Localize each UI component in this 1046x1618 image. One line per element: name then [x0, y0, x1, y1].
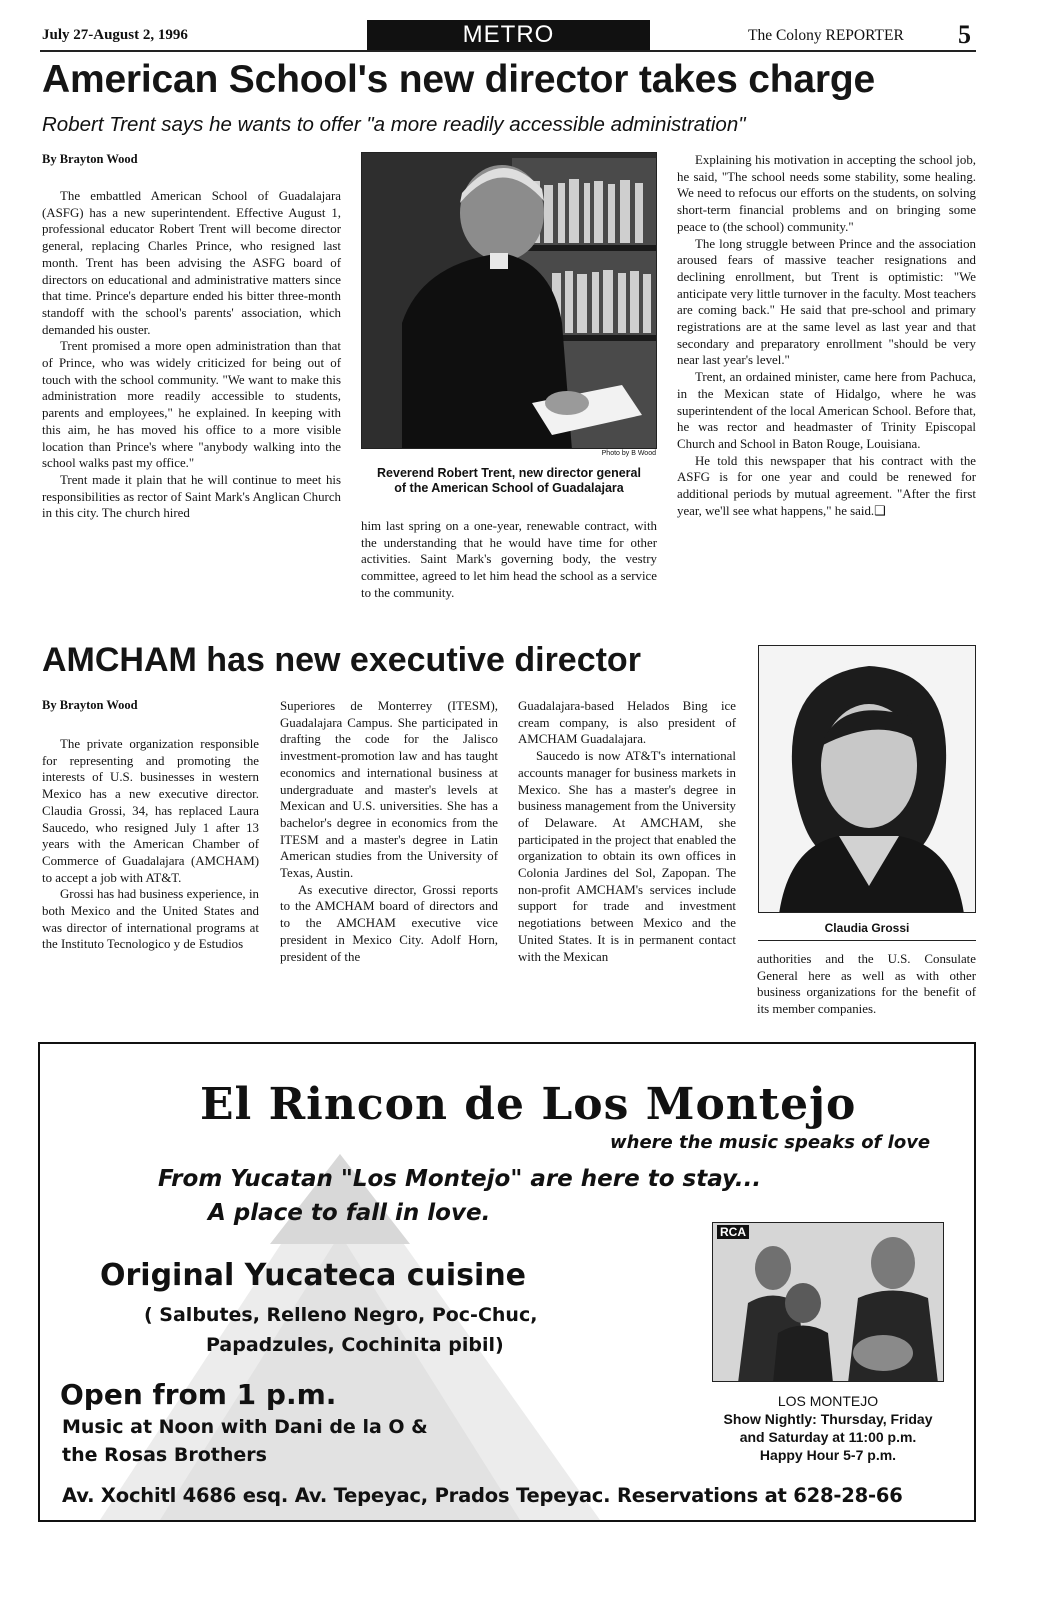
- story1-paragraph: The embattled American School of Guadalajara (ASFG) has a new superintendent. Effective August 1, professional educator Robert Trent will become director general, replacing Charles Prince, who resigned last month. Trent has been advising the ASFG board of directors on educational and administrative matters since that time. Prince's departure ended his bitter three-month standoff with the school's parents' association, which demanded his ouster.: [42, 189, 341, 337]
- ad-music-2: the Rosas Brothers: [62, 1444, 267, 1466]
- happy-hour: Happy Hour 5-7 p.m.: [759, 1447, 897, 1463]
- ad-dishes-2: Papadzules, Cochinita pibil): [206, 1334, 504, 1356]
- band-name: LOS MONTEJO: [777, 1393, 879, 1409]
- story2-paragraph: Superiores de Monterrey (ITESM), Guadalajara Campus. She participated in drafting the code for the Jalisco investment-promotion law and has taught economics and international business at undergraduate and master's levels at Mexican and U.S. universities. She has a bachelor's degree in economics from the ITESM and a master's degree in Latin American studies from the University of Texas, Austin.: [280, 699, 498, 881]
- band-photo-illustration: [713, 1223, 944, 1382]
- issue-date: July 27-August 2, 1996: [42, 27, 188, 43]
- story2-column-1: [42, 736, 259, 953]
- story2-column-4: [757, 951, 976, 1018]
- ad-open-hours: Open from 1 p.m.: [60, 1378, 337, 1411]
- show-line-1: Show Nightly: Thursday, Friday: [723, 1411, 933, 1427]
- story2-paragraph: Grossi has had business experience, in both Mexico and the United States and was director of international programs at the Instituto Tecnologico y de Estudios: [42, 887, 259, 952]
- story1-paragraph: The long struggle between Prince and the association aroused fears of massive teacher resignations and declining enrollment, but Trent is optimistic: "We anticipate very little turnover in the faculty. Most teachers are coming back." He said that pre-school and primary registrations are at the same level as last year and that secondary and preparatory enrollment "should be very near last year's level.": [677, 236, 976, 368]
- story2-column-2: [280, 698, 498, 965]
- caption-line: of the American School of Guadalajara: [394, 481, 624, 495]
- trent-photo-illustration: [362, 153, 657, 449]
- story1-paragraph: Trent, an ordained minister, came here from Pachuca, in the Mexican state of Hidalgo, where he was superintendent of the local American School. Before that, he was rector and headmaster of Trinity Episcopal Church and School in Baton Rouge, Louisiana.: [677, 370, 976, 451]
- grossi-photo: [758, 645, 976, 913]
- story1-paragraph: [677, 453, 976, 520]
- grossi-photo-caption: Claudia Grossi: [824, 921, 910, 935]
- ad-line-1: From Yucatan "Los Montejo" are here to stay...: [158, 1166, 762, 1192]
- ad-cuisine: Original Yucateca cuisine: [100, 1258, 527, 1293]
- section-label: METRO: [367, 20, 650, 50]
- band-info: [700, 1392, 956, 1464]
- photo-credit: Photo by B Wood: [601, 450, 656, 457]
- page-number: 5: [958, 20, 971, 49]
- header-rule: [40, 50, 976, 52]
- story1-headline: American School's new director takes charge: [42, 58, 875, 101]
- story2-paragraph: Saucedo is now AT&T's international accounts manager for business markets in Mexico. She has a master's degree in business management from the University of Delaware. At AMCHAM, she participated in the project that enabled the organization to obtain its own offices in Colonia Jardines del Sol, Zapopan. The non-profit AMCHAM's services include support for trade and investment negotiations between Mexico and the United States. It is in permanent contact with the Mexican: [518, 749, 736, 964]
- caption-line: Reverend Robert Trent, new director general: [377, 466, 641, 480]
- story1-paragraph: him last spring on a one-year, renewable contract, with the understanding that he would have time for other activities. Saint Mark's governing body, the vestry committee, agreed to let him head the school as a service to the community.: [361, 519, 657, 600]
- ad-dishes-1: ( Salbutes, Relleno Negro, Poc-Chuc,: [144, 1304, 538, 1326]
- story1-deck: Robert Trent says he wants to offer "a more readily accessible administration": [42, 113, 746, 136]
- story1-byline: By Brayton Wood: [42, 152, 138, 166]
- paper-name: The Colony REPORTER: [748, 27, 904, 44]
- show-line-2: and Saturday at 11:00 p.m.: [739, 1429, 917, 1445]
- ad-tagline: where the music speaks of love: [610, 1132, 931, 1153]
- caption-rule: [758, 940, 976, 941]
- trent-photo: [361, 152, 657, 449]
- story1-paragraph: Trent made it plain that he will continue to meet his responsibilities as rector of Saint Mark's Anglican Church in this city. The church hired: [42, 472, 341, 521]
- restaurant-ad: [38, 1042, 976, 1522]
- story2-paragraph: Guadalajara-based Helados Bing ice cream company, is also president of AMCHAM Guadalajara.: [518, 699, 736, 747]
- trent-photo-caption: [361, 466, 657, 496]
- story2-byline: By Brayton Wood: [42, 698, 138, 712]
- ad-address: Av. Xochitl 4686 esq. Av. Tepeyac, Prados Tepeyac. Reservations at 628-28-66: [62, 1484, 903, 1507]
- story1-last-paragraph: He told this newspaper that his contract with the ASFG is for one year and could be renewed for additional periods by mutual agreement. "After the first year, we'll see what happens," he said.: [677, 453, 976, 518]
- story1-paragraph: Trent promised a more open administration than that of Prince, who was widely criticized for being out of touch with the school community. "We want to make this administration more readily accessible to students, parents and employees," he explained. In keeping with this aim, he has moved his office to a more visible location than Prince's where "anybody walking into the school walks past my office.": [42, 339, 341, 471]
- story1-paragraph: Explaining his motivation in accepting the school job, he said, "The school needs some stability, some healing. We need to refocus our efforts on the students, on solving short-term financial problems and on bringing some peace to (the school) community.": [677, 153, 976, 234]
- ad-line-2: A place to fall in love.: [208, 1200, 491, 1226]
- story1-column-2: [361, 518, 657, 602]
- story1-column-1: [42, 188, 341, 522]
- record-label: RCA: [717, 1225, 749, 1239]
- ad-title: El Rincon de Los Montejo: [200, 1079, 857, 1130]
- story2-paragraph: As executive director, Grossi reports to the AMCHAM board of directors and to the AMCHAM executive vice president in Mexico City. Adolf Horn, president of the: [280, 882, 498, 964]
- story2-headline: AMCHAM has new executive director: [42, 641, 641, 679]
- story2-column-3: [518, 698, 736, 965]
- story2-paragraph: authorities and the U.S. Consulate General here as well as with other business organizations for the benefit of its member companies.: [757, 952, 976, 1017]
- grossi-photo-illustration: [759, 646, 976, 913]
- story2-paragraph: The private organization responsible for representing and promoting the interests of U.S. businesses in western Mexico has a new executive director. Claudia Grossi, 34, has replaced Laura Saucedo, who resigned July 1 after 13 years with the American Chamber of Commerce of Guadalajara (AMCHAM) to accept a job with AT&T.: [42, 737, 259, 885]
- end-mark: ❑: [874, 503, 886, 518]
- ad-music-1: Music at Noon with Dani de la O &: [62, 1416, 428, 1438]
- story1-column-3: [677, 152, 976, 519]
- band-photo: [712, 1222, 944, 1382]
